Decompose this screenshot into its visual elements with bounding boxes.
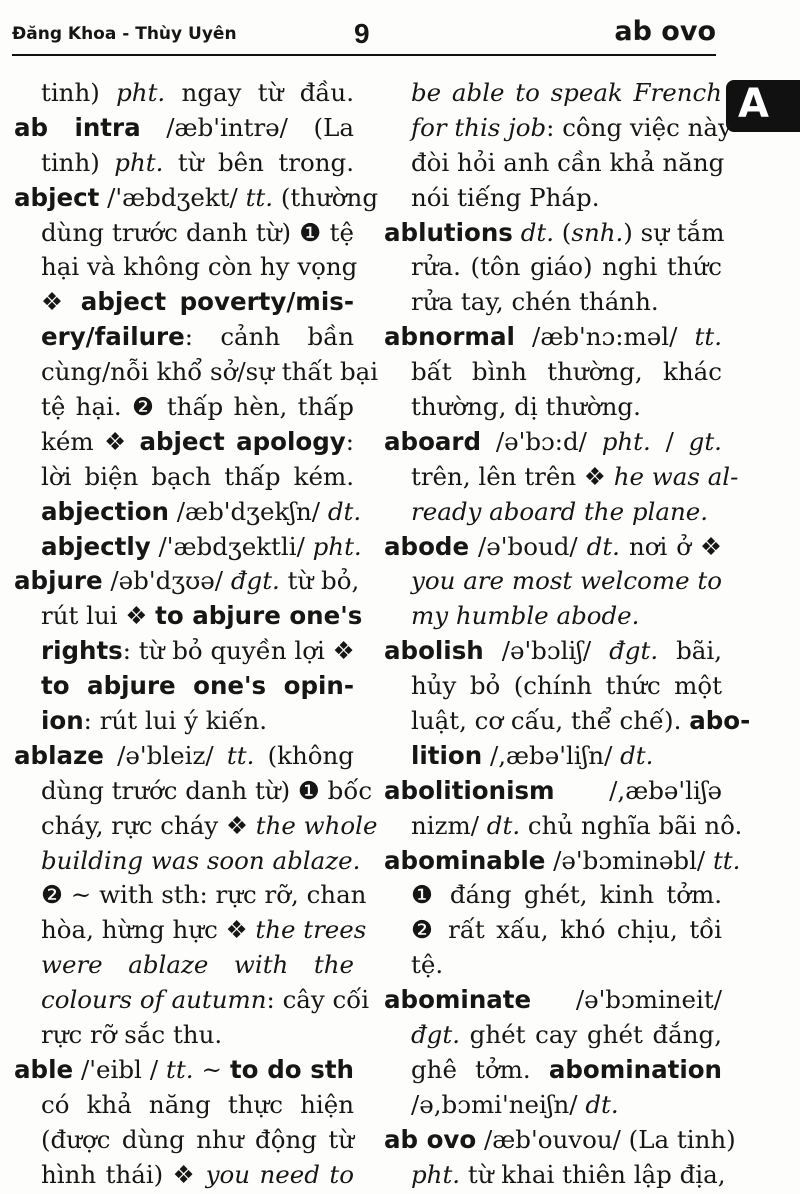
italic-text: dt. — [620, 740, 654, 770]
italic-text: tt. — [694, 322, 722, 352]
headword-or-phrase: abject — [14, 182, 100, 212]
dictionary-line: (được dùng như động từ — [41, 1124, 354, 1154]
dictionary-line — [14, 669, 354, 704]
dictionary-line: ion: rút lui ý kiến. — [41, 706, 268, 736]
dictionary-line: abode /ə'boud/ dt. nơi ở ❖ — [384, 531, 722, 561]
dictionary-line: đòi hỏi anh cần khả năng — [411, 147, 725, 177]
italic-text: pht. — [116, 78, 166, 107]
dictionary-line: pht. từ khai thiên lập địa, — [411, 1159, 726, 1189]
headword-or-phrase: to abjure one's opin- — [41, 671, 354, 701]
dictionary-line: for this job: công việc này — [411, 112, 732, 142]
dictionary-line: lition /,æbə'liʃn/ dt. — [411, 740, 654, 770]
dictionary-line: nizm/ dt. chủ nghĩa bãi nô. — [411, 810, 743, 840]
headword-or-phrase: abolish — [384, 636, 484, 666]
headword-or-phrase: to abjure one's — [155, 601, 363, 631]
italic-text: đgt. — [230, 566, 280, 596]
page-number: 9 — [354, 18, 370, 49]
headword-or-phrase: abode — [384, 531, 470, 561]
dictionary-line: kém ❖ abject apology: — [41, 426, 354, 456]
italic-text: the whole — [255, 810, 378, 840]
dictionary-line — [14, 844, 361, 879]
dictionary-line: able /'eibl / tt. ~ to do sth — [14, 1054, 354, 1084]
dictionary-line: có khả năng thực hiện — [41, 1089, 354, 1119]
dictionary-line: ery/failure: cảnh bần — [41, 322, 354, 352]
dictionary-line: ❷ rất xấu, khó chịu, tồi — [411, 915, 722, 945]
dictionary-line: ❶ đáng ghét, kinh tởm. — [411, 880, 722, 910]
dictionary-line — [384, 76, 722, 111]
dictionary-line: ❖ abject poverty/mis- — [41, 287, 354, 317]
italic-text: for this job — [411, 112, 547, 142]
italic-text: colours of autumn — [41, 985, 267, 1015]
headword-or-phrase: ion — [41, 706, 84, 736]
headword-or-phrase: aboard — [384, 426, 482, 456]
headword-or-phrase: abomination — [548, 1054, 722, 1084]
guide-word: ab ovo — [614, 16, 716, 47]
italic-text: the trees — [255, 915, 367, 945]
headword-or-phrase: abominate — [384, 985, 532, 1015]
headword-or-phrase: abjure — [14, 566, 103, 596]
italic-text: snh. — [571, 217, 624, 247]
dictionary-line: lời biện bạch thấp kém. — [41, 461, 354, 491]
dictionary-line: rights: từ bỏ quyền lợi ❖ — [41, 636, 355, 666]
italic-text: tt. — [226, 740, 255, 770]
dictionary-line: abominable /ə'bɔminəbl/ tt. — [384, 845, 741, 875]
dictionary-line — [384, 495, 722, 530]
dictionary-line: abjectly /'æbdʒektli/ pht. — [41, 531, 362, 561]
headword-or-phrase: ery/failure — [41, 322, 185, 352]
dictionary-line: abjection /æb'dʒekʃn/ dt. — [41, 496, 362, 526]
italic-text: tt. — [712, 845, 741, 875]
page-header — [12, 14, 716, 56]
dictionary-line: rửa. (tôn giáo) nghi thức — [411, 252, 722, 282]
italic-text: my humble abode. — [411, 601, 640, 631]
dictionary-line: hủy bỏ (chính thức một — [411, 671, 722, 701]
italic-text: you are most welcome to — [411, 566, 722, 596]
headword-or-phrase: ab intra — [14, 112, 141, 142]
dictionary-line: bất bình thường, khác — [411, 357, 722, 387]
dictionary-line: thường, dị thường. — [411, 392, 641, 422]
dictionary-line: rửa tay, chén thánh. — [411, 287, 659, 317]
dictionary-line: rực rỡ sắc thu. — [41, 1020, 223, 1050]
section-thumb-tab — [726, 80, 800, 132]
italic-text: đgt. — [411, 1020, 460, 1050]
italic-text: he was al- — [613, 461, 739, 491]
dictionary-line — [14, 948, 354, 983]
headword-or-phrase: ablaze — [14, 740, 104, 770]
dictionary-line: dùng trước danh từ) ❶ bốc — [41, 775, 373, 805]
italic-text: tt. — [245, 182, 274, 212]
italic-text: dt. — [486, 810, 521, 840]
italic-text: be able to speak French — [411, 78, 722, 107]
italic-text: you need to — [205, 1159, 354, 1189]
dictionary-line: abominate /ə'bɔmineit/ — [384, 985, 722, 1015]
dictionary-line: aboard /ə'bɔ:d/ pht. / gt. — [384, 426, 722, 456]
italic-text: were ablaze with the — [41, 950, 354, 980]
dictionary-line: luật, cơ cấu, thể chế). abo- — [411, 706, 751, 736]
dictionary-line: cùng/nỗi khổ sở/sự thất bại — [41, 357, 379, 387]
italic-text: pht. — [601, 426, 651, 456]
italic-text: pht. — [312, 531, 362, 561]
dictionary-line: abnormal /æb'nɔ:məl/ tt. — [384, 322, 722, 352]
italic-text: tt. — [166, 1054, 194, 1084]
italic-text: pht. — [411, 1159, 461, 1189]
dictionary-line — [384, 599, 722, 634]
headword-or-phrase: ab ovo — [384, 1124, 477, 1154]
dictionary-line: đgt. ghét cay ghét đắng, — [411, 1020, 722, 1050]
headword-or-phrase: abominable — [384, 845, 546, 875]
headword-or-phrase: abjectly — [41, 531, 151, 561]
dictionary-line: cháy, rực cháy ❖ the whole — [41, 810, 378, 840]
dictionary-line: rút lui ❖ to abjure one's — [41, 601, 363, 631]
headword-or-phrase: rights — [41, 636, 123, 666]
dictionary-line: ablutions dt. (snh.) sự tắm — [384, 217, 725, 247]
dictionary-line: tệ. — [411, 950, 444, 980]
italic-text: dt. — [586, 531, 620, 561]
headword-or-phrase: lition — [411, 740, 483, 770]
dictionary-line: hòa, hừng hực ❖ the trees — [41, 915, 367, 945]
italic-text: dt. — [585, 1089, 619, 1119]
dictionary-line: ab intra /æb'intrə/ (La — [14, 112, 354, 142]
italic-text: dt. — [327, 496, 362, 526]
dictionary-line: tinh) pht. từ bên trong. — [41, 147, 354, 177]
dictionary-line: hại và không còn hy vọng — [41, 252, 358, 282]
headword-or-phrase: ablutions — [384, 217, 513, 247]
dictionary-line: dùng trước danh từ) ❶ tệ — [41, 217, 354, 247]
dictionary-line — [384, 564, 722, 599]
section-letter: A — [738, 81, 769, 127]
dictionary-line: /ə,bɔmi'neiʃn/ dt. — [411, 1089, 619, 1119]
italic-text: gt. — [688, 426, 722, 456]
left-column — [14, 76, 379, 1193]
dictionary-line: abject /'æbdʒekt/ tt. (thường — [14, 182, 379, 212]
dictionary-line: trên, lên trên ❖ he was al- — [411, 461, 739, 491]
dictionary-line: tinh) pht. ngay từ đầu. — [41, 78, 354, 107]
dictionary-line: hình thái) ❖ you need to — [41, 1159, 354, 1189]
dictionary-line: ghê tởm. abomination — [411, 1054, 722, 1084]
headword-or-phrase: able — [14, 1054, 74, 1084]
headword-or-phrase: abnormal — [384, 322, 515, 352]
dictionary-line: ab ovo /æb'ouvou/ (La tinh) — [384, 1124, 736, 1154]
headword-or-phrase: abolitionism — [384, 775, 555, 805]
headword-or-phrase: to do sth — [229, 1054, 354, 1084]
dictionary-line: ❷ ~ with sth: rực rỡ, chan — [41, 880, 367, 910]
dictionary-line: nói tiếng Pháp. — [411, 182, 600, 212]
running-head-authors: Đăng Khoa - Thùy Uyên — [12, 24, 237, 44]
dictionary-line: abjure /əb'dʒʊə/ đgt. từ bỏ, — [14, 566, 360, 596]
italic-text: pht. — [114, 147, 164, 177]
italic-text: đgt. — [609, 636, 659, 666]
dictionary-line: tệ hại. ❷ thấp hèn, thấp — [41, 392, 354, 422]
right-column — [384, 76, 751, 1193]
dictionary-line: colours of autumn: cây cối — [41, 985, 370, 1015]
dictionary-line: abolish /ə'bɔliʃ/ đgt. bãi, — [384, 636, 722, 666]
italic-text: dt. — [520, 217, 555, 247]
italic-text: building was soon ablaze. — [41, 845, 361, 875]
headword-or-phrase: abject poverty/mis- — [80, 287, 354, 317]
dictionary-line: abolitionism /,æbə'liʃə — [384, 775, 722, 805]
headword-or-phrase: abjection — [41, 496, 169, 526]
headword-or-phrase: abo- — [689, 706, 751, 736]
headword-or-phrase: abject apology — [139, 426, 346, 456]
italic-text: ready aboard the plane. — [411, 496, 709, 526]
dictionary-line: ablaze /ə'bleiz/ tt. (không — [14, 740, 354, 770]
